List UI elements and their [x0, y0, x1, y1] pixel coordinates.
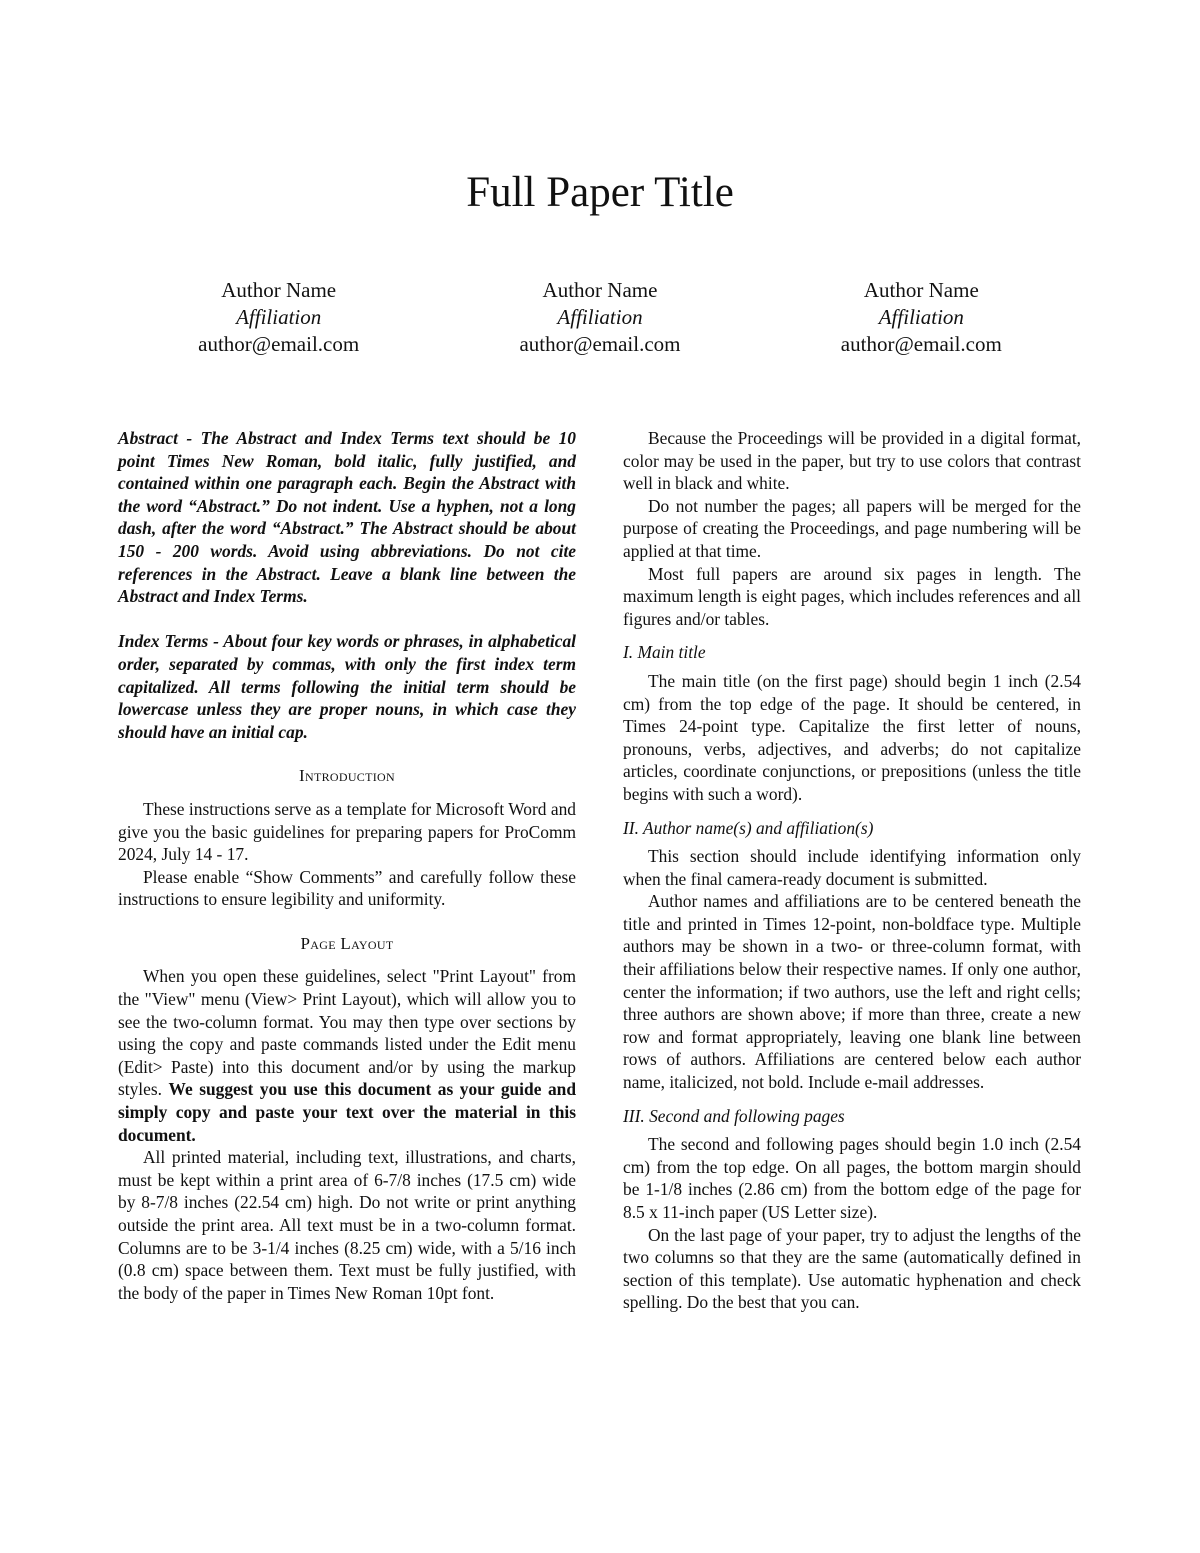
author-email: author@email.com — [840, 332, 1002, 356]
author-affiliation: Affiliation — [878, 305, 964, 329]
body-paragraph: Because the Proceedings will be provided in a digital format, color may be used in the paper, but try to use colors that contrast well in black and white. — [623, 428, 1081, 494]
body-paragraph: On the last page of your paper, try to adjust the lengths of the two columns so that they are the same (automatically defined in section of this template). Use automatic hyphenation and check spelling. Do the best that you can. — [623, 1224, 1081, 1313]
author-2 — [439, 277, 760, 358]
page-layout-paragraph: All printed material, including text, illustrations, and charts, must be kept within a print area of 6-7/8 inches (17.5 cm) wide by 8-7/8 inches (22.54 cm) high. Do not write or print anything outside the print area. All text must be in a two-column format. Columns are to be 3-1/4 inches (8.25 cm) wide, with a 5/16 inch (0.8 cm) space between them. Text must be fully justified, with the body of the paper in Times New Roman 10pt font. — [118, 1147, 576, 1303]
intro-paragraph: Please enable “Show Comments” and carefully follow these instructions to ensure legibility and uniformity. — [118, 866, 576, 910]
page-layout-text: When you open these guidelines, select "Print Layout" from the "View" menu (View> Print Layout), which will allow you to see the two-column format. You may then type over sections by using the copy and paste commands listed under the Edit menu (Edit> Paste) into this document and/or by using the markup styles. — [118, 966, 576, 1100]
section-heading-page-layout: Page Layout — [300, 933, 394, 953]
intro-paragraph: These instructions serve as a template for Microsoft Word and give you the basic guidelines for preparing papers for ProComm 2024, July 14 - 17. — [118, 798, 576, 865]
right-column — [623, 427, 1081, 1314]
body-paragraph: This section should include identifying information only when the final camera-ready document is submitted. — [623, 846, 1081, 889]
section-heading-introduction: Introduction — [299, 766, 395, 786]
subsection-heading-second-pages: III. Second and following pages — [623, 1105, 845, 1126]
author-block — [118, 277, 1082, 358]
body-paragraph: The second and following pages should begin 1.0 inch (2.54 cm) from the top edge. On all pages, the bottom margin should be 1-1/8 inches (2.86 cm) from the bottom edge of the page for 8.5 x 11-inch paper (US Letter size). — [623, 1134, 1081, 1222]
body-paragraph: The main title (on the first page) should begin 1 inch (2.54 cm) from the top edge of the page. It should be centered, in Times 24-point type. Capitalize the first letter of nouns, pronouns, verbs, adjectives, and adverbs; do not capitalize articles, coordinate conjunctions, or prepositions (unless the title begins with such a word). — [623, 670, 1081, 804]
author-name: Author Name — [542, 278, 658, 302]
author-name: Author Name — [221, 278, 337, 302]
author-1 — [118, 277, 439, 358]
author-affiliation: Affiliation — [236, 305, 322, 329]
author-email: author@email.com — [198, 332, 360, 356]
paper-title: Full Paper Title — [466, 169, 734, 216]
author-affiliation: Affiliation — [557, 305, 643, 329]
subsection-heading-main-title: I. Main title — [623, 642, 706, 663]
abstract: Abstract - The Abstract and Index Terms text should be 10 point Times New Roman, bold italic, fully justified, and contained within one paragraph each. Begin the Abstract with the word “Abstract.” Do not indent. Use a hyphen, not a long dash, after the word “Abstract.” The Abstract should be about 150 - 200 words. Avoid using abbreviations. Do not cite references in the Abstract. Leave a blank line between the Abstract and Index Terms. — [118, 428, 576, 607]
author-3 — [761, 277, 1082, 358]
page-layout-bold-text: We suggest you use this document as your guide and simply copy and paste your text over the material in this document. — [118, 1079, 576, 1145]
body-paragraph: Do not number the pages; all papers will be merged for the purpose of creating the Proceedings, and page numbering will be applied at that time. — [623, 495, 1081, 561]
page-layout-paragraph — [118, 965, 576, 1146]
author-name: Author Name — [863, 278, 979, 302]
body-paragraph: Author names and affiliations are to be centered beneath the title and printed in Times 12-point, non-boldface type. Multiple authors may be shown in a two- or three-column format, with their affiliations below their respective names. If only one author, center the information; if two authors, use the left and right cells; three authors are shown above; if more than three, create a new row and format appropriately, leaving one blank line between rows of authors. Affiliations are centered below each author name, italicized, not bold. Include e-mail addresses. — [623, 891, 1081, 1093]
body-paragraph: Most full papers are around six pages in length. The maximum length is eight pages, which includes references and all figures and/or tables. — [623, 563, 1081, 629]
subsection-heading-author-names: II. Author name(s) and affiliation(s) — [623, 817, 874, 838]
index-terms: Index Terms - About four key words or phrases, in alphabetical order, separated by commas, with only the first index term capitalized. All terms following the initial term should be lowercase unless they are proper nouns, in which case they should have an initial cap. — [118, 631, 576, 742]
author-email: author@email.com — [519, 332, 681, 356]
left-column — [118, 427, 576, 1304]
